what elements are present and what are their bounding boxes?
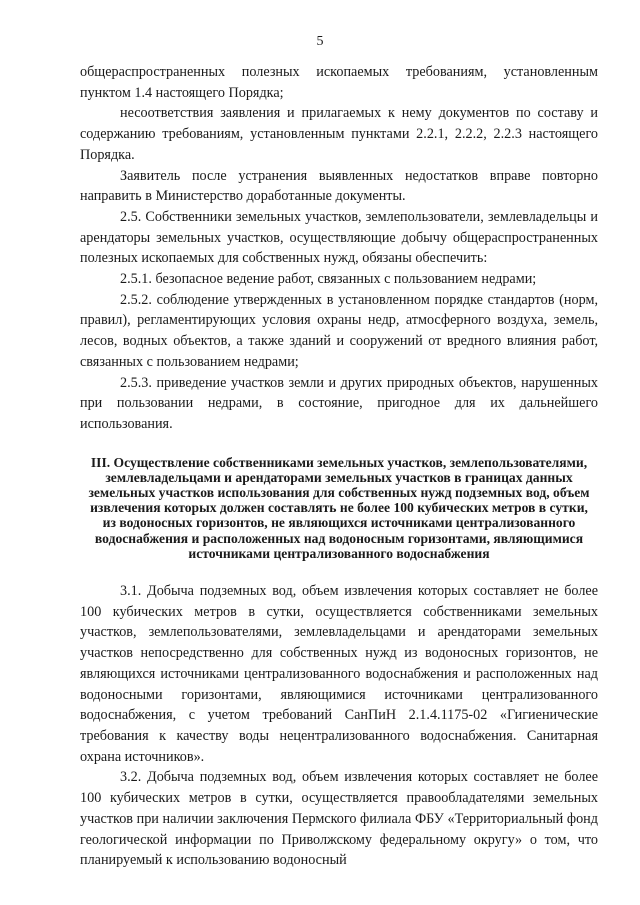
paragraph-3-1: 3.1. Добыча подземных вод, объем извлечения которых составляет не более 100 кубических метров в сутки, осуществляется собственниками земельных участков, землепользователями, землевладельцами и арендаторами земельных участков непосредственно для собственных нужд из водоносных горизонтов, не являющихся источниками централизованного водоснабжения и расположенных над водоносными горизонтами, являющимися источниками централизованного водоснабжения, с учетом требований СанПиН 2.1.4.1175-02 «Гигиенические требования к качеству воды нецентрализованного водоснабжения. Санитарная охрана источников». [80, 583, 598, 765]
page-number: 5 [316, 34, 324, 49]
paragraph-2-5-1: 2.5.1. безопасное ведение работ, связанных с пользованием недрами; [120, 271, 537, 288]
paragraph-applicant-resubmit: Заявитель после устранения выявленных недостатков вправе повторно направить в Министерство доработанные документы. [80, 167, 598, 205]
paragraph-continuation: общераспространенных полезных ископаемых требованиям, установленным пунктом 1.4 настоящего Порядка; [80, 64, 598, 101]
paragraph-2-5-3: 2.5.3. приведение участков земли и других природных объектов, нарушенных при пользовании недрами, в состояние, пригодное для их дальнейшего использования. [80, 374, 598, 432]
paragraph-2-5-2: 2.5.2. соблюдение утвержденных в установленном порядке стандартов (норм, правил), регламентирующих условия охраны недр, атмосферного воздуха, земель, лесов, водных объектов, а также зданий и сооружений от вредного влияния работ, связанных с пользованием недрами; [80, 291, 598, 370]
section-heading: III. Осуществление собственниками земельных участков, землепользователями, землевладельцами и арендаторами земельных участков в границах данных земельных участков использования для собственных нужд подземных вод, объем извлечения которых должен составлять не более 100 кубических метров в сутки, из водоносных горизонтов, не являющихся источниками централизованного водоснабжения и расположенных над водоносным горизонтами, являющимися источниками централизованного водоснабжения [88, 454, 590, 561]
document-body [80, 62, 598, 871]
paragraph-item: несоответствия заявления и прилагаемых к нему документов по составу и содержанию требованиям, установленным пунктами 2.2.1, 2.2.2, 2.2.3 настоящего Порядка. [80, 105, 598, 163]
paragraph-3-2: 3.2. Добыча подземных вод, объем извлечения которых составляет не более 100 кубических метров в сутки, осуществляется правообладателями земельных участков при наличии заключения Пермского филиала ФБУ «Территориальный фонд геологической информации по Приволжскому федеральному округу» о том, что планируемый к использованию водоносный [80, 769, 598, 869]
paragraph-2-5: 2.5. Собственники земельных участков, землепользователи, землевладельцы и арендаторы земельных участков, осуществляющие добычу общераспространенных полезных ископаемых для собственных нужд, обязаны обеспечить: [80, 208, 598, 267]
